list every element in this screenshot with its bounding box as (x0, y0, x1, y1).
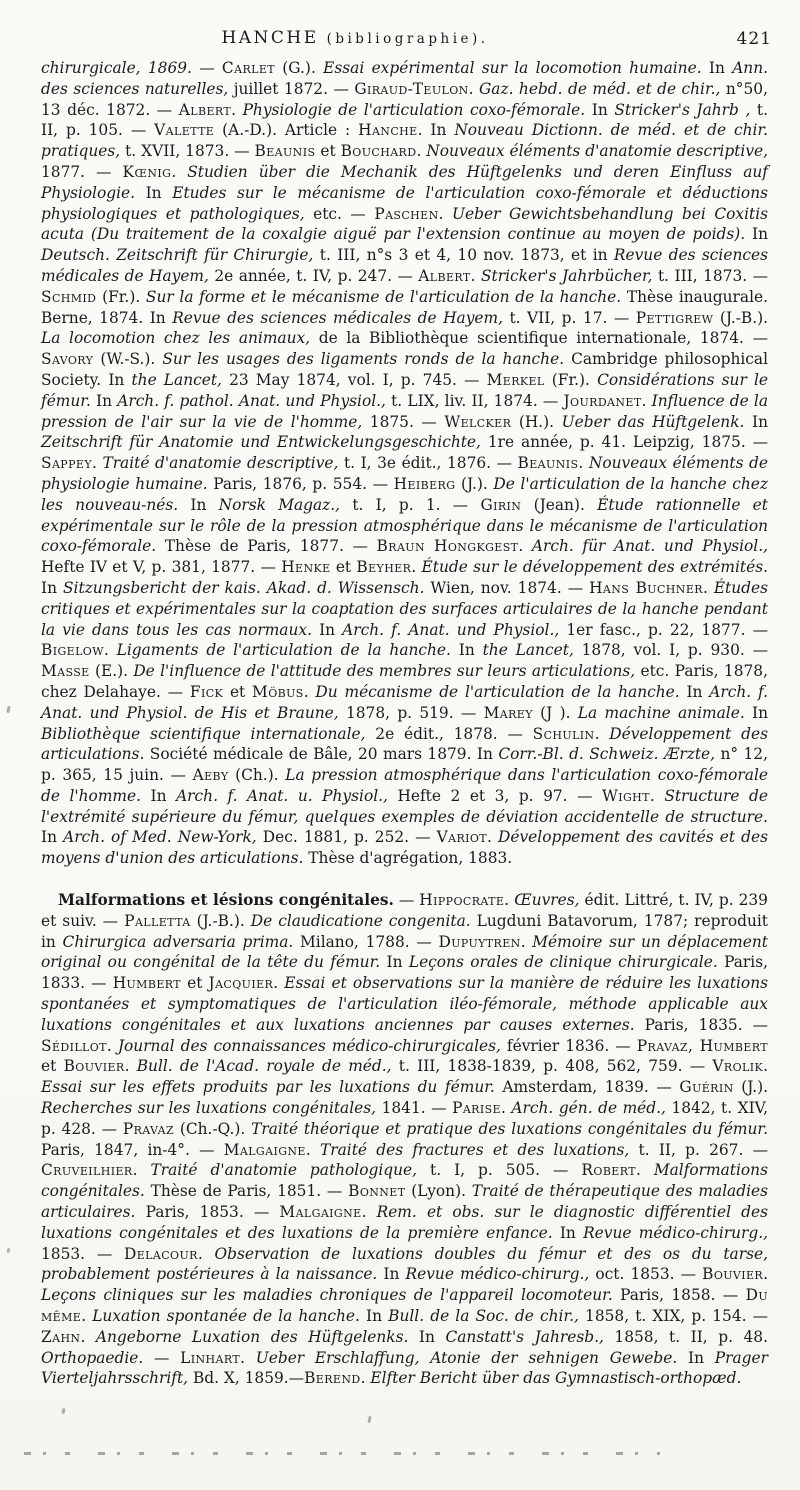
page-header-title (0, 28, 710, 48)
scan-artifact-margin-mark (7, 1248, 11, 1254)
bibliography-text-block (41, 58, 768, 1389)
running-head (0, 28, 800, 54)
scan-artifact-stray-mark (61, 1408, 65, 1414)
scan-artifact-stray-mark (367, 1416, 371, 1423)
paragraph-bibliography-general: chirurgicale, 1869. — Carlet (G.). Essai expérimental sur la locomotion humaine. In Ann. des sciences naturelles, juillet 1872. — Giraud-Teulon. Gaz. hebd. de méd. et de chir., n°50, 13 déc. 1872. — Albert. Physiologie de l'articulation coxo-fémorale. In Stricker's Jahrb , t. II, p. 105. — Valette (A.-D.). Article : Hanche. In Nouveau Dictionn. de méd. et de chir. pratiques, t. XVII, 1873. — Beaunis et Bouchard. Nouveaux éléments d'anatomie descriptive, 1877. — Kœnig. Studien über die Mechanik des Hüftgelenks und deren Einfluss auf Physiologie. In Etudes sur le mécanisme de l'articulation coxo-fémorale et déductions physiologiques et pathologiques, etc. — Paschen. Ueber Gewichtsbehandlung bei Coxitis acuta (Du traitement de la coxalgie aiguë par l'extension continue au moyen de poids). In Deutsch. Zeitschrift für Chirurgie, t. III, n°s 3 et 4, 10 nov. 1873, et in Revue des sciences médicales de Hayem, 2e année, t. IV, p. 247. — Albert. Stricker's Jahrbücher, t. III, 1873. — Schmid (Fr.). Sur la forme et le mécanisme de l'articulation de la hanche. Thèse inaugurale. Berne, 1874. In Revue des sciences médicales de Hayem, t. VII, p. 17. — Pettigrew (J.-B.). La locomotion chez les animaux, de la Bibliothèque scientifique internationale, 1874. — Savory (W.-S.). Sur les usages des ligaments ronds de la hanche. Cambridge philosophical Society. In the Lancet, 23 May 1874, vol. I, p. 745. — Merkel (Fr.). Considérations sur le fémur. In Arch. f. pathol. Anat. und Physiol., t. LIX, liv. II, 1874. — Jourdanet. Influence de la pression de l'air sur la vie de l'homme, 1875. — Welcker (H.). Ueber das Hüftgelenk. In Zeitschrift für Anatomie und Entwickelungsgeschichte, 1re année, p. 41. Leipzig, 1875. — Sappey. Traité d'anatomie descriptive, t. I, 3e édit., 1876. — Beaunis. Nouveaux éléments de physiologie humaine. Paris, 1876, p. 554. — Heiberg (J.). De l'articulation de la hanche chez les nouveau-nés. In Norsk Magaz., t. I, p. 1. — Girin (Jean). Étude rationnelle et expérimentale sur le rôle de la pression atmosphérique dans le mécanisme de l'articulation coxo-fémorale. Thèse de Paris, 1877. — Braun Hongkgest. Arch. für Anat. und Physiol., Hefte IV et V, p. 381, 1877. — Henke et Beyher. Étude sur le développement des extrémités. In Sitzungsbericht der kais. Akad. d. Wissensch. Wien, nov. 1874. — Hans Buchner. Études critiques et expérimentales sur la coaptation des surfaces articulaires de la hanche pendant la vie dans tous les cas normaux. In Arch. f. Anat. und Physiol., 1er fasc., p. 22, 1877. — Bigelow. Ligaments de l'articulation de la hanche. In the Lancet, 1878, vol. I, p. 930. — Masse (E.). De l'influence de l'attitude des membres sur leurs articulations, etc. Paris, 1878, chez Delahaye. — Fick et Möbus. Du mécanisme de l'articulation de la hanche. In Arch. f. Anat. und Physiol. de His et Braune, 1878, p. 519. — Marey (J ). La machine animale. In Bibliothèque scientifique internationale, 2e édit., 1878. — Schulin. Développement des articulations. Société médicale de Bâle, 20 mars 1879. In Corr.-Bl. d. Schweiz. Ærzte, n° 12, p. 365, 15 juin. — Aeby (Ch.). La pression atmosphérique dans l'articulation coxo-fémorale de l'homme. In Arch. f. Anat. u. Physiol., Hefte 2 et 3, p. 97. — Wight. Structure de l'extrémité supérieure du fémur, quelques exemples de déviation accidentelle de structure. In Arch. of Med. New-York, Dec. 1881, p. 252. — Variot. Développement des cavités et des moyens d'union des articulations. Thèse d'agrégation, 1883. (41, 59, 769, 868)
page-number: 421 (736, 29, 772, 49)
scan-artifact-margin-mark (6, 706, 10, 713)
scan-artifact-cutoff-text-line (24, 1452, 660, 1455)
header-title-subtitle: (bibliographie). (326, 31, 489, 47)
header-title-main: HANCHE (221, 28, 319, 48)
paragraph-malformations-congenitales: Malformations et lésions congénitales. — Hippocrate. Œuvres, édit. Littré, t. IV, p. 239 et suiv. — Palletta (J.-B.). De claudicatione congenita. Lugduni Batavorum, 1787; reproduit in Chirurgica adversaria prima. Milano, 1788. — Dupuytren. Mémoire sur un déplacement original ou congénital de la tête du fémur. In Leçons orales de clinique chirurgicale. Paris, 1833. — Humbert et Jacquier. Essai et observations sur la manière de réduire les luxations spontanées et symptomatiques de l'articulation iléo-fémorale, méthode applicable aux luxations congénitales et aux luxations anciennes par causes externes. Paris, 1835. — Sédillot. Journal des connaissances médico-chirurgicales, février 1836. — Pravaz, Humbert et Bouvier. Bull. de l'Acad. royale de méd., t. III, 1838-1839, p. 408, 562, 759. — Vrolik. Essai sur les effets produits par les luxations du fémur. Amsterdam, 1839. — Guérin (J.). Recherches sur les luxations congénitales, 1841. — Parise. Arch. gén. de méd., 1842, t. XIV, p. 428. — Pravaz (Ch.-Q.). Traité théorique et pratique des luxations congénitales du fémur. Paris, 1847, in-4°. — Malgaigne. Traité des fractures et des luxations, t. II, p. 267. — Cruveilhier. Traité d'anatomie pathologique, t. I, p. 505. — Robert. Malformations congénitales. Thèse de Paris, 1851. — Bonnet (Lyon). Traité de thérapeutique des maladies articulaires. Paris, 1853. — Malgaigne. Rem. et obs. sur le diagnostic différentiel des luxations congénitales et des luxations de la première enfance. In Revue médico-chirurg., 1853. — Delacour. Observation de luxations doubles du fémur et des os du tarse, probablement postérieures à la naissance. In Revue médico-chirurg., oct. 1853. — Bouvier. Leçons cliniques sur les maladies chroniques de l'appareil locomoteur. Paris, 1858. — Du même. Luxation spontanée de la hanche. In Bull. de la Soc. de chir., 1858, t. XIX, p. 154. — Zahn. Angeborne Luxation des Hüftgelenks. In Canstatt's Jahresb., 1858, t. II, p. 48. Orthopaedie. — Linhart. Ueber Erschlaffung, Atonie der sehnigen Gewebe. In Prager Vierteljahrsschrift, Bd. X, 1859.—Berend. Elfter Bericht über das Gymnastisch-orthopæd. (41, 891, 769, 1388)
